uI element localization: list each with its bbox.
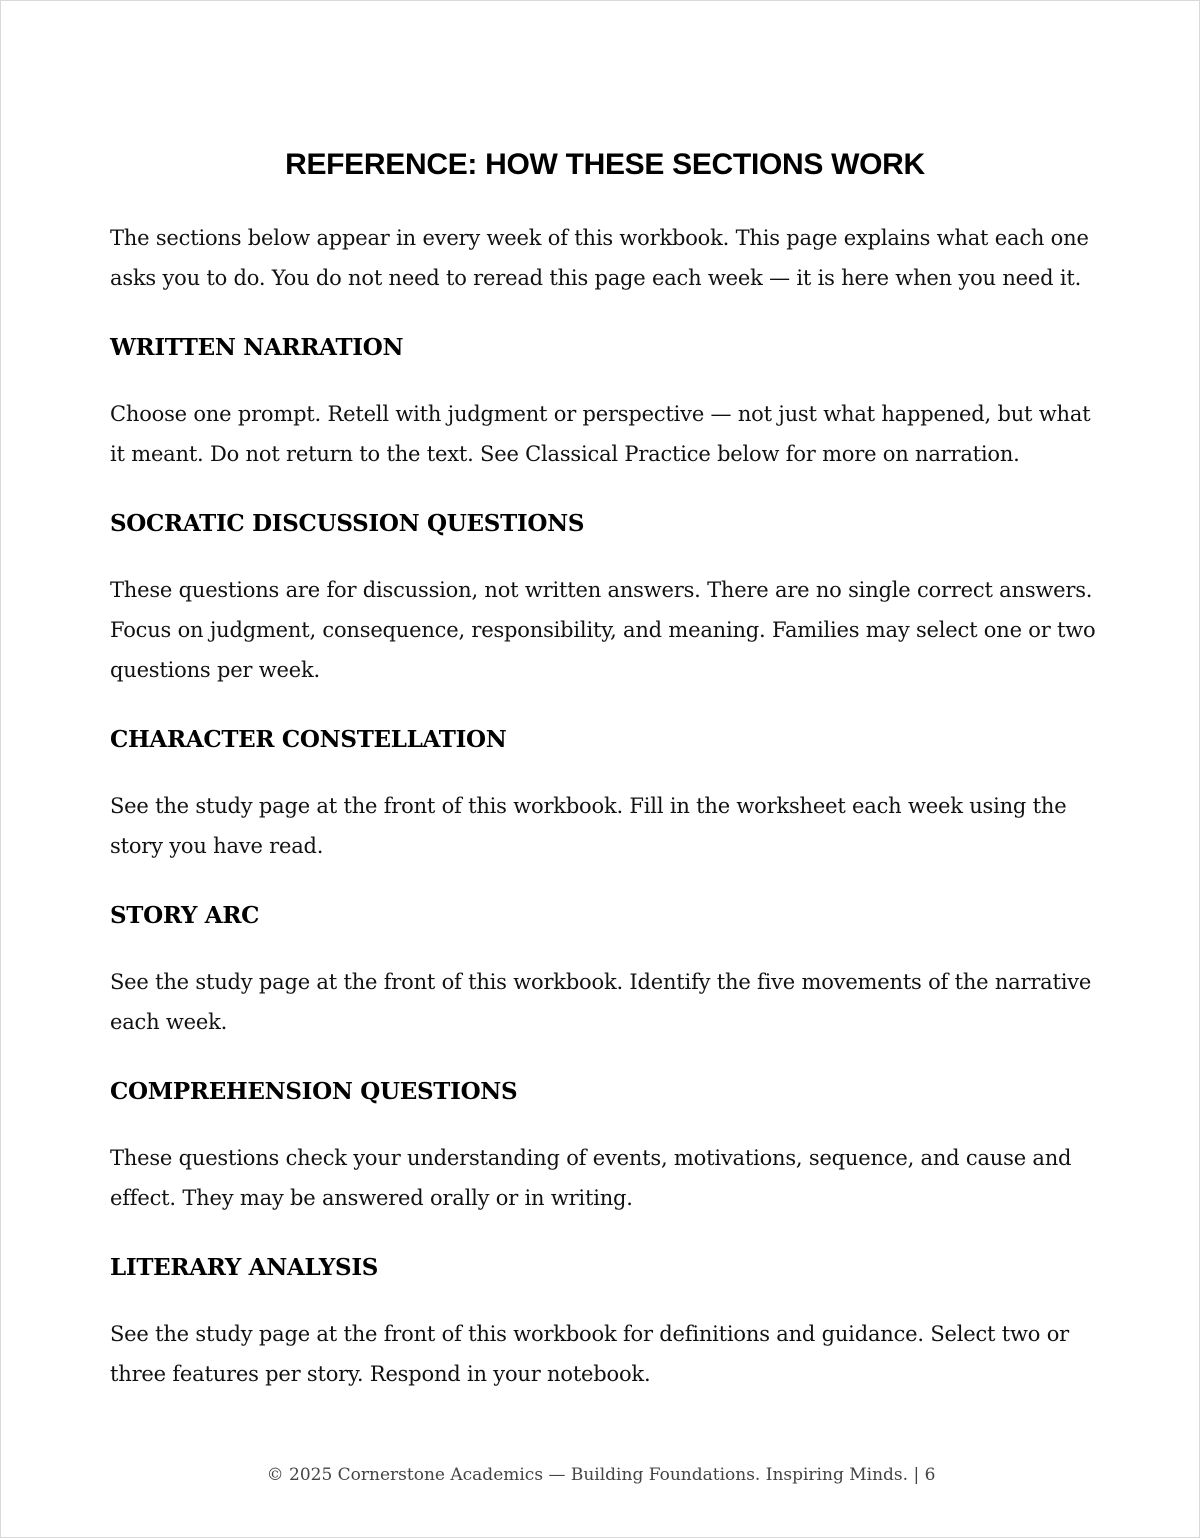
section-heading: LITERARY ANALYSIS	[110, 1254, 379, 1281]
section-body: Choose one prompt. Retell with judgment or perspective — not just what happened, but what it meant. Do not return to the text. See Classical Practice below for more on narration.	[110, 402, 1091, 466]
section-heading: SOCRATIC DISCUSSION QUESTIONS	[110, 510, 585, 537]
intro-paragraph: The sections below appear in every week of this workbook. This page explains what each one asks you to do. You do not need to reread this page each week — it is here when you need it.	[110, 226, 1089, 290]
section-heading: CHARACTER CONSTELLATION	[110, 726, 507, 753]
page-content	[110, 141, 1100, 1394]
section-socratic-discussion-questions	[110, 506, 1100, 690]
section-story-arc	[110, 898, 1100, 1042]
section-heading: COMPREHENSION QUESTIONS	[110, 1078, 518, 1105]
section-written-narration	[110, 330, 1100, 474]
section-comprehension-questions	[110, 1074, 1100, 1218]
section-body: See the study page at the front of this workbook. Fill in the worksheet each week using the story you have read.	[110, 794, 1067, 858]
section-heading: STORY ARC	[110, 902, 260, 929]
page-title: REFERENCE: HOW THESE SECTIONS WORK	[285, 148, 925, 181]
section-body: These questions check your understanding of events, motivations, sequence, and cause and effect. They may be answered orally or in writing.	[110, 1146, 1072, 1210]
section-character-constellation	[110, 722, 1100, 866]
page-footer: © 2025 Cornerstone Academics — Building Foundations. Inspiring Minds. | 6	[266, 1465, 936, 1485]
section-literary-analysis	[110, 1250, 1100, 1394]
section-heading: WRITTEN NARRATION	[110, 334, 404, 361]
section-body: See the study page at the front of this workbook. Identify the five movements of the narrative each week.	[110, 970, 1092, 1034]
section-body: See the study page at the front of this workbook for definitions and guidance. Select two or three features per story. Respond in your notebook.	[110, 1322, 1069, 1386]
section-body: These questions are for discussion, not written answers. There are no single correct answers. Focus on judgment, consequence, responsibility, and meaning. Families may select one or two questions per week.	[110, 578, 1096, 682]
